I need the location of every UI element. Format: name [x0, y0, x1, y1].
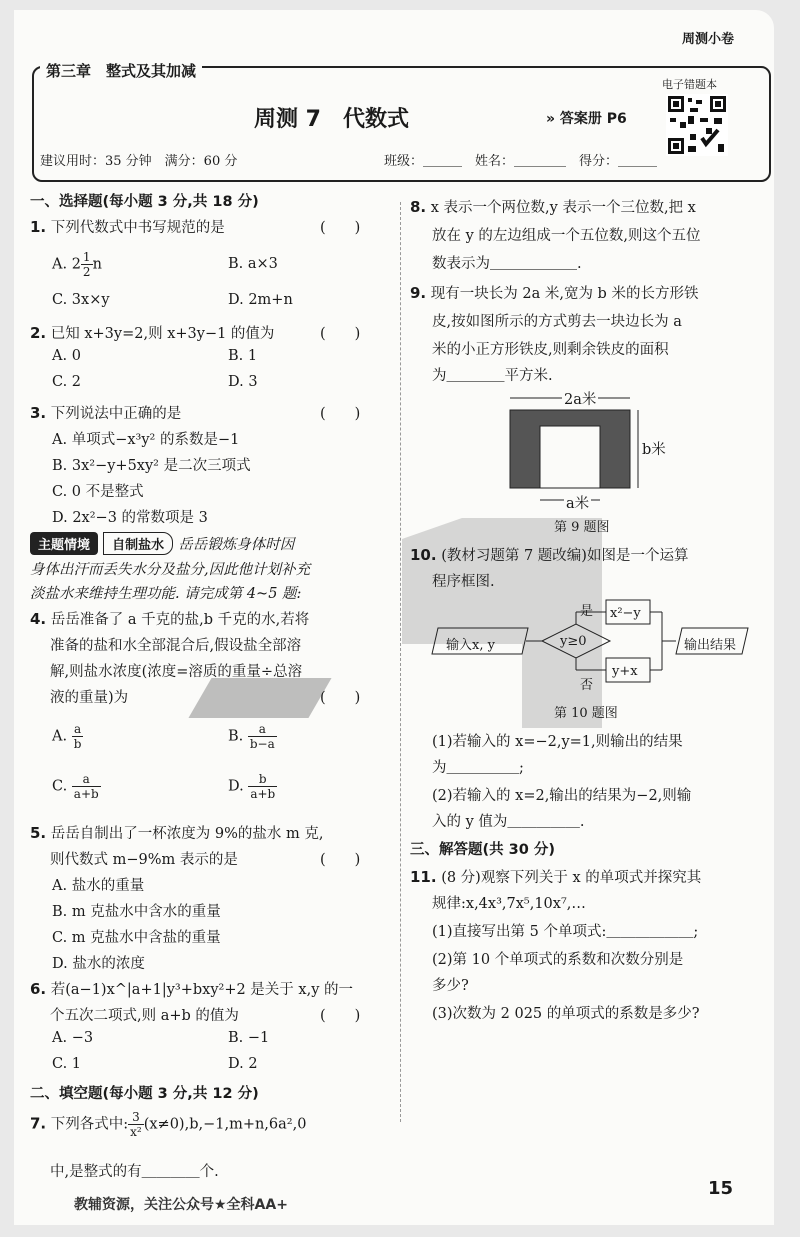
- theme-intro-line: 身体出汗而丢失水分及盐分,因此他计划补充: [30, 562, 311, 578]
- question-4-line: 液的重量)为: [50, 690, 129, 706]
- option-6d[interactable]: D. 2: [228, 1056, 258, 1072]
- question-11: 11. (8 分)观察下列关于 x 的单项式并探究其: [410, 868, 702, 886]
- question-7: 7. 下列各式中: $\frac{3}{\text{x²}}$ (x≠0),b,−1,m+n,6a²,0: [30, 1110, 307, 1139]
- question-10-line: 程序框图.: [432, 574, 495, 590]
- page: [14, 10, 774, 1225]
- student-info-fields: 班级：＿＿＿ 姓名：＿＿＿＿ 得分：＿＿＿: [384, 154, 658, 169]
- section-choice-heading: 一、选择题(每小题 3 分,共 18 分): [30, 194, 259, 210]
- answer-reference: » 答案册 P6: [546, 111, 627, 127]
- time-and-score: 建议用时：35 分钟 满分：60 分: [40, 154, 238, 169]
- option-2c[interactable]: C. 2: [52, 374, 82, 390]
- figure-10-caption: 第 10 题图: [554, 706, 618, 721]
- corner-tab: 周测小卷: [682, 32, 735, 47]
- figure-9-top-label: 2a米: [562, 388, 598, 409]
- watermark-shape: [188, 678, 331, 718]
- flowchart-yes-formula: x²−y: [610, 606, 641, 621]
- theme-tag: 主题情境: [30, 532, 98, 555]
- answer-paren: ( ): [320, 406, 361, 422]
- option-5a[interactable]: A. 盐水的重量: [52, 878, 145, 894]
- option-4b[interactable]: B. $\frac{a}{b-a}$: [228, 722, 275, 751]
- option-6a[interactable]: A. −3: [52, 1030, 94, 1046]
- option-2b[interactable]: B. 1: [228, 348, 258, 364]
- answer-paren: ( ): [320, 326, 361, 342]
- option-4c[interactable]: C. $\frac{a}{a+b}$: [52, 772, 99, 801]
- figure-9-bottom-label: a米: [564, 492, 591, 513]
- question-5: 5. 岳岳自制出了一杯浓度为 9%的盐水 m 克,: [30, 824, 324, 842]
- question-8: 8. x 表示一个两位数,y 表示一个三位数,把 x: [410, 198, 696, 216]
- question-1: 1. 下列代数式中书写规范的是: [30, 218, 225, 236]
- column-divider: [400, 202, 401, 1122]
- flowchart-condition-label: y≥0: [560, 634, 587, 649]
- question-9: 9. 现有一块长为 2a 米,宽为 b 米的长方形铁: [410, 284, 699, 302]
- option-3a[interactable]: A. 单项式−x³y² 的系数是−1: [52, 432, 240, 448]
- question-3: 3. 下列说法中正确的是: [30, 404, 182, 422]
- flowchart-input-label: 输入x, y: [446, 638, 495, 653]
- option-4a[interactable]: A. $\frac{a}{b}$: [52, 722, 82, 751]
- footer-note: 教辅资源，关注公众号★全科AA+: [74, 1197, 288, 1213]
- option-2a[interactable]: A. 0: [52, 348, 81, 364]
- option-6c[interactable]: C. 1: [52, 1056, 82, 1072]
- question-4: 4. 岳岳准备了 a 千克的盐,b 千克的水,若将: [30, 610, 310, 628]
- option-5b[interactable]: B. m 克盐水中含水的重量: [52, 904, 221, 920]
- question-11-part-2-line: 多少?: [432, 978, 469, 994]
- answer-paren: ( ): [320, 690, 361, 706]
- section-answer-heading: 三、解答题(共 30 分): [410, 842, 556, 858]
- question-10-part-2: (2)若输入的 x=2,输出的结果为−2,则输: [432, 788, 692, 804]
- double-chevron-icon: »: [546, 111, 556, 127]
- figure-9-side-label: b米: [642, 442, 666, 458]
- option-3b[interactable]: B. 3x²−y+5xy² 是二次三项式: [52, 458, 251, 474]
- answer-paren: ( ): [320, 220, 361, 236]
- figure-9-caption: 第 9 题图: [554, 520, 610, 535]
- section-fill-heading: 二、填空题(每小题 3 分,共 12 分): [30, 1086, 259, 1102]
- flowchart-no-label: 否: [580, 678, 594, 693]
- quiz-title: 周测 7 代数式: [254, 107, 409, 132]
- question-10: 10. (教材习题第 7 题改编)如图是一个运算: [410, 546, 689, 564]
- flowchart-no-formula: y+x: [612, 664, 638, 679]
- qr-code-icon[interactable]: [666, 94, 728, 156]
- flowchart-yes-label: 是: [580, 604, 594, 619]
- question-4-line: 解,则盐水浓度(浓度=溶质的重量÷总溶: [50, 664, 303, 680]
- answer-paren: ( ): [320, 1008, 361, 1024]
- question-5-line: 则代数式 m−9%m 表示的是: [50, 852, 238, 868]
- question-10-part-1-line: 为＿＿＿＿＿;: [432, 760, 524, 776]
- answer-paren: ( ): [320, 852, 361, 868]
- question-9-line: 为＿＿＿＿平方米.: [432, 368, 553, 384]
- question-9-line: 米的小正方形铁皮,则剩余铁皮的面积: [432, 342, 669, 358]
- question-4-line: 准备的盐和水全部混合后,假设盐全部溶: [50, 638, 302, 654]
- question-2: 2. 已知 x+3y=2,则 x+3y−1 的值为: [30, 324, 275, 342]
- option-5d[interactable]: D. 盐水的浓度: [52, 956, 145, 972]
- option-5c[interactable]: C. m 克盐水中含盐的重量: [52, 930, 221, 946]
- option-4d[interactable]: D. $\frac{b}{a+b}$: [228, 772, 276, 801]
- option-6b[interactable]: B. −1: [228, 1030, 270, 1046]
- page-number: 15: [708, 1178, 734, 1199]
- theme-name: 自制盐水: [103, 532, 173, 555]
- question-8-line: 放在 y 的左边组成一个五位数,则这个五位: [432, 228, 701, 244]
- question-11-part-3: (3)次数为 2 025 的单项式的系数是多少?: [432, 1006, 700, 1022]
- question-11-part-2: (2)第 10 个单项式的系数和次数分别是: [432, 952, 684, 968]
- flowchart-output-label: 输出结果: [684, 638, 737, 653]
- theme-intro-line: 淡盐水来维持生理功能. 请完成第 4~5 题:: [30, 586, 302, 602]
- option-3d[interactable]: D. 2x²−3 的常数项是 3: [52, 510, 208, 526]
- question-7-line: 中,是整式的有＿＿＿＿个.: [50, 1164, 219, 1180]
- question-9-line: 皮,按如图所示的方式剪去一块边长为 a: [432, 314, 682, 330]
- question-10-part-1: (1)若输入的 x=−2,y=1,则输出的结果: [432, 734, 683, 750]
- question-11-line: 规律:x,4x³,7x⁵,10x⁷,…: [432, 896, 586, 912]
- theme-banner: [30, 532, 294, 555]
- option-1c[interactable]: C. 3x×y: [52, 292, 110, 308]
- question-8-line: 数表示为＿＿＿＿＿＿.: [432, 256, 582, 272]
- option-1d[interactable]: D. 2m+n: [228, 292, 293, 308]
- chapter-title: 第三章 整式及其加减: [40, 60, 202, 81]
- question-6-line: 个五次二项式,则 a+b 的值为: [50, 1008, 239, 1024]
- question-number: 1.: [30, 218, 47, 236]
- option-1b[interactable]: B. a×3: [228, 256, 278, 272]
- question-11-part-1: (1)直接写出第 5 个单项式:＿＿＿＿＿＿;: [432, 924, 699, 940]
- cut-square: [540, 426, 600, 488]
- option-2d[interactable]: D. 3: [228, 374, 258, 390]
- question-6: 6. 若(a−1)x^|a+1|y³+bxy²+2 是关于 x,y 的一: [30, 980, 353, 998]
- option-1a[interactable]: A. 2 $\frac{1}{2}$ n: [52, 250, 102, 279]
- theme-intro: 岳岳锻炼身体时因: [178, 537, 295, 553]
- option-3c[interactable]: C. 0 不是整式: [52, 484, 144, 500]
- ebook-label: 电子错题本: [662, 78, 717, 91]
- question-10-part-2-line: 入的 y 值为＿＿＿＿＿.: [432, 814, 585, 830]
